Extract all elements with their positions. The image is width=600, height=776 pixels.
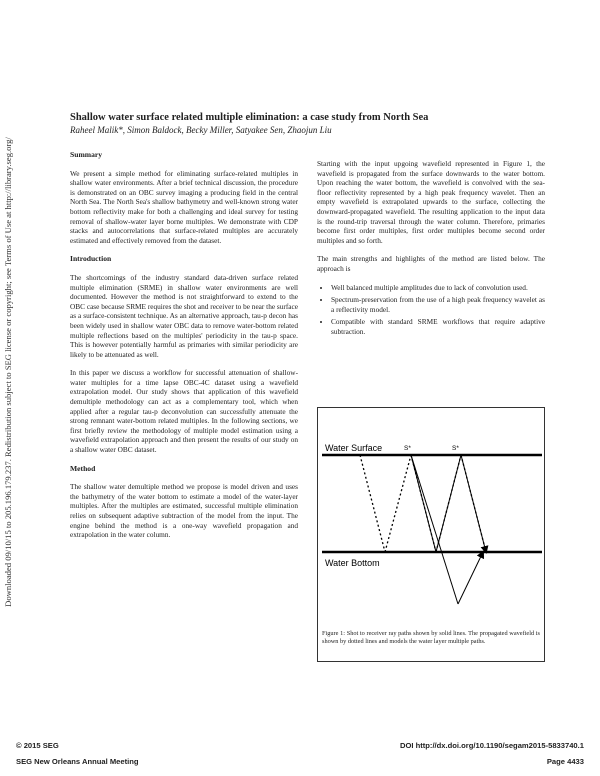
right-paragraph-2: The main strengths and highlights of the method are listed below. The approach is — [317, 254, 545, 273]
right-paragraph-1: Starting with the input upgoing wavefield represented in Figure 1, the wavefield is propagated from the surface downwards to the water bottom. Upon reaching the water bottom, the wavefield is convolved with the sea-floor reflectivity represented by a high peak frequency wavelet. Then an empty wavefield is extrapolated upwards to the surface, collecting the downward-propagated wavefield. The resulting application to the input data is the round-trip traversal through the water column. Therefore, primaries become first order multiples, first order multiples become second order multiples and so forth. — [317, 159, 545, 245]
ray-path-diagram — [318, 408, 546, 663]
list-item: • Well balanced multiple amplitudes due to lack of convolution used. — [331, 283, 545, 293]
source-label-1: S* — [404, 445, 411, 452]
left-column — [70, 150, 298, 549]
dotted-ray-path — [385, 455, 411, 552]
footer-page-number: Page 4433 — [546, 757, 584, 766]
introduction-paragraph-2: In this paper we discuss a workflow for successful attenuation of shallow-water multiples for a time lapse OBC-4C dataset using a wavefield extrapolation model. Our study shows that application of this wavefield demultiple methodology can act as a complementary tool, which when applied after a regular tau-p deconvolution can successfully attenuate the strong remnant water-bottom related multiples. In the following sections, we first briefly review the methodology of multiple model estimation using a wavefield extrapolation approach and then present the results of our study on a shallow water OBC dataset. — [70, 368, 298, 455]
water-bottom-label: Water Bottom — [325, 558, 380, 568]
download-notice — [1, 92, 15, 652]
method-heading: Method — [70, 463, 96, 473]
introduction-heading: Introduction — [70, 254, 112, 264]
method-paragraph: The shallow water demultiple method we propose is model driven and uses the bathymetry of the water bottom to estimate a model of the water-layer multiples. After the multiples are estimated, successful multiple elimination relies on subsequent adaptive subtraction of the model from the input. The engine behind the method is a one-way wavefield propagation and extrapolation in the water column. — [70, 482, 298, 540]
figure-caption: Figure 1: Shot to receiver ray paths shown by solid lines. The propagated wavefield is shown by dotted lines and models the water layer multiple paths. — [322, 630, 540, 645]
dotted-ray-path — [360, 455, 385, 552]
list-item: • Spectrum-preservation from the use of a high peak frequency wavelet as a reflectivity model. — [331, 295, 545, 314]
solid-ray-path — [461, 455, 486, 552]
list-item: • Compatible with standard SRME workflows that require adaptive subtraction. — [331, 317, 545, 336]
download-notice-text: Downloaded 09/10/15 to 205.196.179.237. Redistribution subject to SEG license or copyright; see Terms of Use at http://library.seg.org/ — [3, 137, 13, 607]
solid-ray-path — [411, 455, 436, 552]
solid-ray-path — [436, 455, 461, 552]
strengths-list — [317, 283, 545, 337]
footer-meeting: SEG New Orleans Annual Meeting — [16, 757, 139, 766]
summary-heading: Summary — [70, 150, 103, 159]
solid-ray-path — [411, 455, 458, 604]
source-label-2: S* — [452, 445, 459, 452]
paper-title: Shallow water surface related multiple elimination: a case study from North Sea — [70, 112, 429, 123]
summary-paragraph: We present a simple method for eliminating surface-related multiples in shallow water environments. After a brief technical discussion, the procedure is demonstrated on an OBC survey imaging a producing field in the central North Sea. The North Sea's shallow bathymetry and well-known strong water bottom reflectivity make for both a challenging and ideal survey for testing removal of shallow-water layer borne multiples. We demonstrate with CDP stacks and autocorrelations that surface-related multiples are accurately estimated and effectively removed from the dataset. — [70, 168, 298, 245]
right-column — [317, 150, 545, 340]
author-list: Raheel Malik*, Simon Baldock, Becky Miller, Satyakee Sen, Zhaojun Liu — [70, 125, 332, 135]
footer-copyright: © 2015 SEG — [16, 741, 59, 750]
figure-1 — [317, 407, 545, 662]
water-surface-label: Water Surface — [325, 443, 383, 453]
footer-doi[interactable]: DOI http://dx.doi.org/10.1190/segam2015-5833740.1 — [399, 741, 584, 750]
introduction-paragraph-1: The shortcomings of the industry standard data-driven surface related multiple elimination (SRME) in shallow water environments are well documented. However the method is not straightforward to extend to the OBC case because SRME requires the shot and receiver to be near the surface as a surface-consistent technique. As an alternative approach, tau-p decon has been widely used in shallow water OBC data to remove water-bottom related multiple reflections based on the multiples' periodicity in the tau-p space. This is however potentially harmful as primaries with similar periodicity are likely to be attenuated as well. — [70, 272, 298, 359]
solid-ray-path — [458, 552, 483, 604]
